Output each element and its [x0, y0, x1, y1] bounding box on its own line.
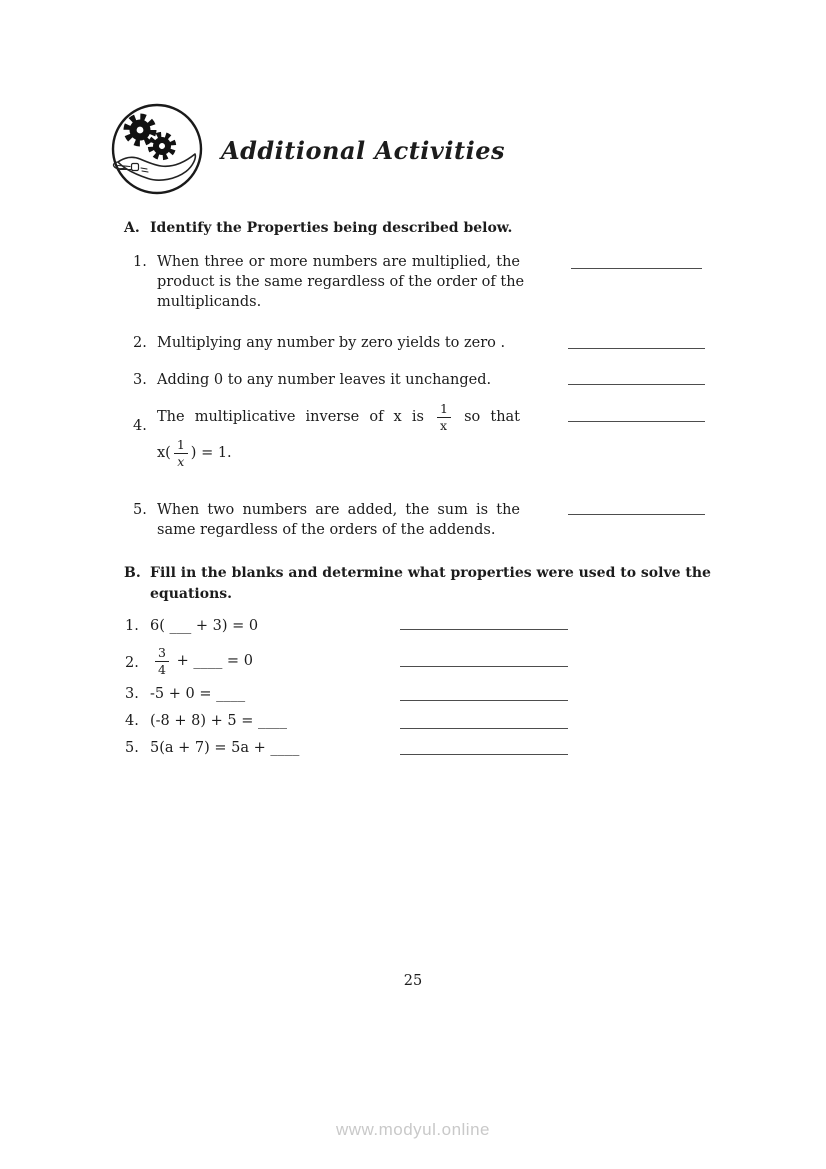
answer-blank-a2[interactable] [568, 348, 705, 349]
equation-number: 5. [125, 740, 139, 756]
equation: -5 + 0 = ____ [150, 686, 246, 702]
answer-blank-a3[interactable] [568, 384, 705, 385]
watermark: www.modyul.online [335, 1120, 490, 1139]
list-item-number: 2. [133, 335, 147, 351]
fraction-three-over-four: $\frac{3}{4}$ [155, 646, 169, 676]
item-text: that [490, 409, 521, 426]
answer-blank-b1[interactable] [400, 629, 568, 630]
answer-blank-b5[interactable] [400, 754, 568, 755]
section-b-heading [124, 563, 711, 605]
equation: 6( ___ + 3) = 0 [150, 618, 259, 634]
item-text-line [157, 402, 520, 432]
hand-gears-icon [109, 102, 205, 198]
item-text: so [464, 409, 481, 426]
answer-blank-b4[interactable] [400, 728, 568, 729]
answer-blank-a4[interactable] [568, 421, 705, 422]
item-text: x( [157, 445, 171, 462]
section-b-heading-text: Fill in the blanks and determine what properties were used to solve the [150, 565, 711, 581]
section-a-label: A. [124, 220, 140, 236]
list-item [157, 370, 520, 390]
item-text-line: When two numbers are added, the sum is the [157, 502, 520, 518]
list-item [157, 500, 520, 540]
item-text-line: Adding 0 to any number leaves it unchanged. [157, 372, 492, 388]
list-item-number: 1. [133, 254, 147, 270]
list-item [157, 333, 520, 353]
answer-blank-a1[interactable] [571, 268, 702, 269]
item-text: The multiplicative inverse of x is [157, 409, 424, 426]
equation-text: + ____ = 0 [176, 653, 253, 670]
equation-number: 4. [125, 713, 139, 729]
item-text-line: multiplicands. [157, 294, 262, 310]
equation-number: 3. [125, 686, 139, 702]
item-text: ) = 1. [190, 445, 232, 462]
list-item-number: 4. [133, 418, 147, 434]
item-text-line: product is the same regardless of the order of the [157, 274, 525, 290]
equation [152, 646, 253, 676]
equation: 5(a + 7) = 5a + ____ [150, 740, 300, 756]
section-a-heading-text: Identify the Properties being described below. [150, 220, 513, 236]
section-b-label: B. [124, 565, 141, 581]
item-text-line [157, 438, 520, 468]
list-item [157, 252, 525, 312]
equation-number: 1. [125, 618, 139, 634]
equation-number: 2. [125, 655, 139, 671]
section-a-heading [124, 218, 512, 239]
item-text-line: Multiplying any number by zero yields to zero . [157, 335, 506, 351]
fraction-one-over-x: $\frac{1}{x}$ [174, 438, 188, 468]
list-item-number: 5. [133, 502, 147, 518]
section-b-heading-text: equations. [150, 586, 233, 602]
list-item-number: 3. [133, 372, 147, 388]
item-text-line: same regardless of the orders of the addends. [157, 522, 496, 538]
page-title: Additional Activities [221, 136, 505, 165]
page-number: 25 [403, 973, 423, 989]
answer-blank-b3[interactable] [400, 700, 568, 701]
answer-blank-b2[interactable] [400, 666, 568, 667]
answer-blank-a5[interactable] [568, 514, 705, 515]
list-item [157, 402, 520, 469]
item-text-line: When three or more numbers are multiplied, the [157, 254, 520, 270]
equation: (-8 + 8) + 5 = ____ [150, 713, 287, 729]
fraction-one-over-x: $\frac{1}{x}$ [437, 402, 451, 432]
